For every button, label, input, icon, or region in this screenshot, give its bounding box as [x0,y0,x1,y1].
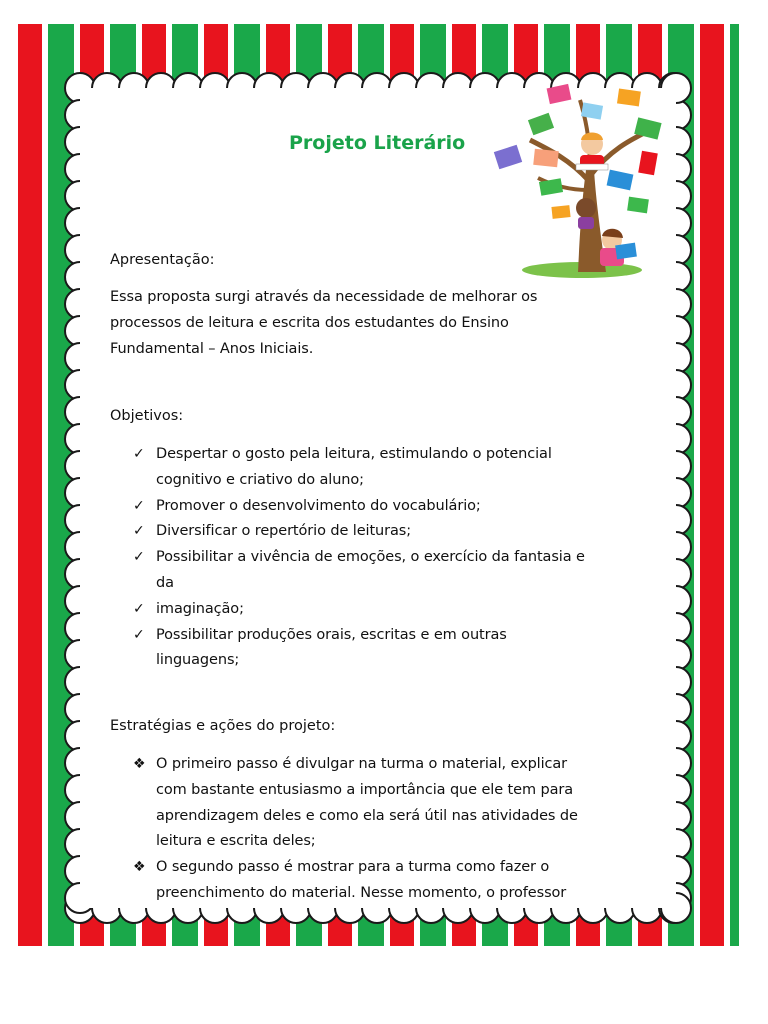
presentation-line: Essa proposta surgi através da necessidade de melhorar os [110,289,538,305]
check-mark-icon: ✓ [133,523,145,540]
four-diamond-bullet-icon: ❖ [133,756,146,772]
objectives-list [133,442,673,674]
presentation-line: Fundamental – Anos Iniciais. [110,341,314,357]
list-item: ❖ O segundo passo é mostrar para a turma como fazer o preenchimento do material. Nesse momento, o professor [133,855,673,907]
list-item: ✓ Despertar o gosto pela leitura, estimulando o potencial cognitivo e criativo do aluno; [133,442,673,494]
list-item: ✓ Possibilitar produções orais, escritas e em outras linguagens; [133,623,673,675]
objectives-heading: Objetivos: [110,408,184,424]
list-item: ✓ Possibilitar a vivência de emoções, o exercício da fantasia e da [133,545,673,597]
presentation-line: processos de leitura e escrita dos estudantes do Ensino [110,315,509,331]
check-mark-icon: ✓ [133,549,145,566]
list-item: ✓ Promover o desenvolvimento do vocabulário; [133,494,673,520]
check-mark-icon: ✓ [133,497,145,514]
four-diamond-bullet-icon: ❖ [133,859,146,876]
check-mark-icon: ✓ [133,600,145,617]
presentation-heading: Apresentação: [110,252,215,268]
list-item: ✓ imaginação; [133,597,673,623]
list-item: ❖ O primeiro passo é divulgar na turma o material, explicar com bastante entusiasmo a importância que ele tem para aprendizagem deles e como ela será útil nas atividades de leitura e escrita deles; [133,752,673,855]
list-item: ✓ Diversificar o repertório de leituras; [133,519,673,545]
page-title: Projeto Literário [289,132,466,154]
strategies-heading: Estratégias e ações do projeto: [110,718,336,734]
check-mark-icon: ✓ [133,446,145,462]
check-mark-icon: ✓ [133,626,145,643]
strategies-list [133,752,673,907]
presentation-paragraph [110,284,537,362]
